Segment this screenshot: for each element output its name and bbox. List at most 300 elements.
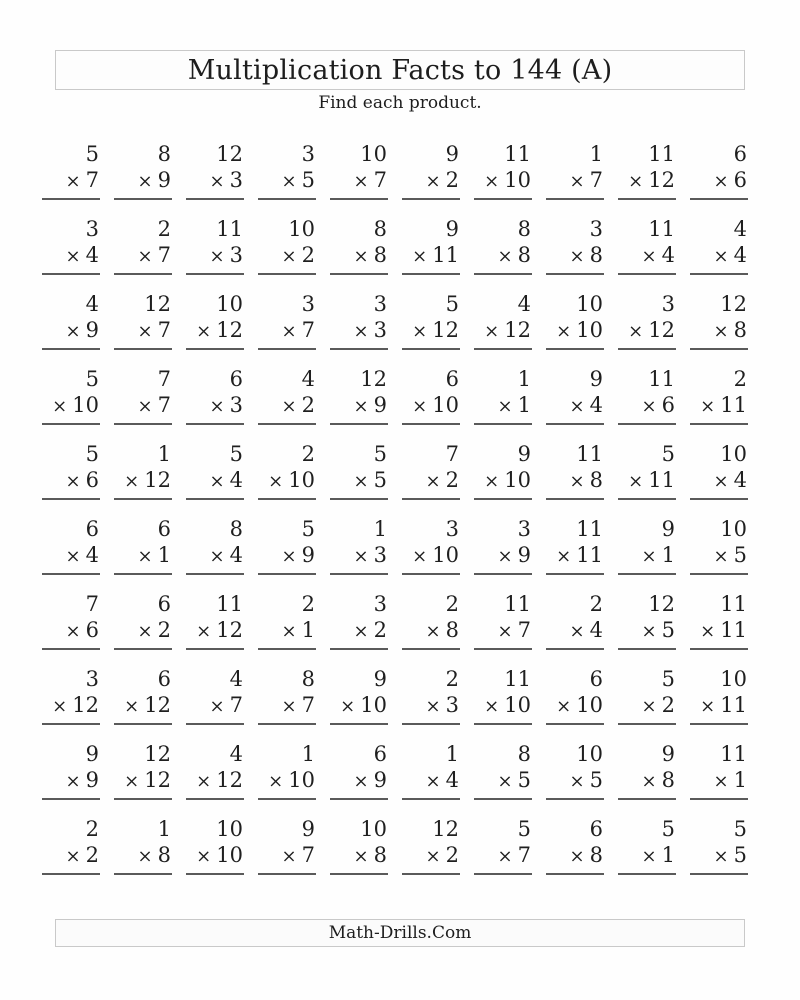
multiply-icon: ×: [281, 696, 297, 717]
multiplicand: 9: [301, 817, 315, 841]
problem-cell: [618, 814, 676, 889]
problem-cell: [258, 739, 316, 814]
multiply-icon: ×: [196, 621, 212, 642]
problem-cell: [618, 214, 676, 289]
problem-cell: [474, 139, 532, 214]
multiplier-row: [42, 317, 100, 350]
multiplier: 12: [216, 318, 243, 342]
multiplier: 10: [576, 318, 603, 342]
multiplicand: 4: [301, 367, 315, 391]
multiply-icon: ×: [425, 621, 441, 642]
problem-cell: [186, 439, 244, 514]
multiply-icon: ×: [209, 171, 225, 192]
multiplier-row: [474, 692, 532, 725]
multiply-icon: ×: [700, 396, 716, 417]
multiplier: 11: [432, 243, 459, 267]
multiplier-row: [402, 317, 460, 350]
multiplier-row: [330, 242, 388, 275]
multiply-icon: ×: [268, 771, 284, 792]
problem-cell: [474, 289, 532, 364]
multiplicand: 11: [648, 217, 675, 241]
multiplier: 8: [661, 768, 675, 792]
multiply-icon: ×: [484, 171, 500, 192]
problem-cell: [402, 514, 460, 589]
multiply-icon: ×: [628, 321, 644, 342]
multiplier-row: [186, 842, 244, 875]
multiplier-row: [546, 617, 604, 650]
multiplier-row: [114, 167, 172, 200]
multiplier: 1: [301, 618, 315, 642]
multiplier-row: [330, 467, 388, 500]
problem-cell: [42, 589, 100, 664]
multiplier-row: [330, 692, 388, 725]
multiply-icon: ×: [497, 771, 513, 792]
page-title: Multiplication Facts to 144 (A): [187, 54, 613, 86]
problem-cell: [114, 739, 172, 814]
multiply-icon: ×: [353, 546, 369, 567]
multiply-icon: ×: [556, 546, 572, 567]
multiplicand: 6: [229, 367, 243, 391]
multiplicand: 3: [661, 292, 675, 316]
multiplier-row: [690, 392, 748, 425]
multiplier-row: [114, 392, 172, 425]
multiply-icon: ×: [65, 246, 81, 267]
multiply-icon: ×: [569, 621, 585, 642]
multiplier-row: [330, 317, 388, 350]
multiplicand: 11: [216, 217, 243, 241]
multiplier-row: [546, 167, 604, 200]
multiply-icon: ×: [209, 246, 225, 267]
multiply-icon: ×: [713, 246, 729, 267]
multiplier: 6: [733, 168, 747, 192]
multiplier-row: [546, 392, 604, 425]
multiplier: 4: [85, 543, 99, 567]
multiplicand: 5: [373, 442, 387, 466]
multiplier: 12: [648, 168, 675, 192]
multiplier: 10: [432, 393, 459, 417]
multiplier: 5: [301, 168, 315, 192]
multiplier: 12: [144, 468, 171, 492]
multiplier: 10: [576, 693, 603, 717]
multiplier: 3: [373, 318, 387, 342]
multiplier: 10: [216, 843, 243, 867]
multiplier-row: [42, 392, 100, 425]
multiplicand: 6: [733, 142, 747, 166]
multiplicand: 7: [85, 592, 99, 616]
multiplicand: 12: [720, 292, 747, 316]
multiplier: 12: [72, 693, 99, 717]
multiply-icon: ×: [569, 771, 585, 792]
multiplicand: 5: [445, 292, 459, 316]
multiplier-row: [258, 542, 316, 575]
problem-cell: [690, 739, 748, 814]
multiplier-row: [258, 842, 316, 875]
multiplier-row: [690, 242, 748, 275]
multiplier-row: [186, 167, 244, 200]
multiplier-row: [618, 467, 676, 500]
multiply-icon: ×: [569, 471, 585, 492]
multiplier-row: [258, 692, 316, 725]
problem-cell: [114, 364, 172, 439]
multiplier: 2: [85, 843, 99, 867]
multiply-icon: ×: [569, 246, 585, 267]
multiplier: 1: [157, 543, 171, 567]
multiplier: 10: [504, 693, 531, 717]
problems-grid: [30, 139, 750, 889]
problem-cell: [258, 214, 316, 289]
multiplier: 8: [589, 243, 603, 267]
problem-cell: [474, 814, 532, 889]
multiplier: 5: [517, 768, 531, 792]
multiplier: 1: [733, 768, 747, 792]
multiplicand: 3: [517, 517, 531, 541]
multiply-icon: ×: [353, 396, 369, 417]
multiply-icon: ×: [137, 171, 153, 192]
multiplier-row: [690, 167, 748, 200]
multiply-icon: ×: [484, 321, 500, 342]
multiplicand: 2: [445, 667, 459, 691]
multiplicand: 9: [661, 517, 675, 541]
multiplicand: 9: [589, 367, 603, 391]
multiplier-row: [114, 542, 172, 575]
multiplier: 5: [733, 843, 747, 867]
multiplier-row: [546, 467, 604, 500]
problem-cell: [330, 439, 388, 514]
multiplier-row: [42, 467, 100, 500]
multiplicand: 5: [85, 142, 99, 166]
multiplier-row: [258, 392, 316, 425]
multiplicand: 12: [216, 142, 243, 166]
multiplier-row: [618, 167, 676, 200]
problem-cell: [402, 289, 460, 364]
problem-cell: [690, 514, 748, 589]
multiplicand: 10: [216, 817, 243, 841]
multiplier: 2: [373, 618, 387, 642]
multiply-icon: ×: [412, 246, 428, 267]
multiplicand: 5: [85, 442, 99, 466]
multiplicand: 12: [432, 817, 459, 841]
multiplier: 4: [589, 393, 603, 417]
multiplier: 9: [517, 543, 531, 567]
multiplier: 12: [648, 318, 675, 342]
multiply-icon: ×: [124, 696, 140, 717]
multiplier-row: [474, 767, 532, 800]
multiplicand: 1: [157, 817, 171, 841]
multiplier-row: [42, 617, 100, 650]
problem-cell: [258, 139, 316, 214]
problem-cell: [42, 439, 100, 514]
problem-cell: [546, 364, 604, 439]
multiply-icon: ×: [412, 546, 428, 567]
multiplicand: 1: [445, 742, 459, 766]
problem-cell: [186, 739, 244, 814]
multiplier-row: [186, 692, 244, 725]
multiply-icon: ×: [425, 471, 441, 492]
multiplicand: 4: [229, 667, 243, 691]
multiply-icon: ×: [641, 546, 657, 567]
problem-cell: [474, 439, 532, 514]
problem-cell: [42, 139, 100, 214]
multiply-icon: ×: [425, 696, 441, 717]
multiplier: 9: [301, 543, 315, 567]
multiply-icon: ×: [65, 546, 81, 567]
multiplicand: 10: [720, 517, 747, 541]
multiplier: 11: [576, 543, 603, 567]
multiply-icon: ×: [353, 321, 369, 342]
multiplicand: 7: [445, 442, 459, 466]
multiplicand: 1: [157, 442, 171, 466]
multiplier: 7: [517, 618, 531, 642]
multiplier-row: [402, 842, 460, 875]
multiplier: 3: [445, 693, 459, 717]
multiplier: 8: [589, 468, 603, 492]
multiplicand: 5: [517, 817, 531, 841]
problem-cell: [186, 814, 244, 889]
multiplier: 7: [85, 168, 99, 192]
multiplicand: 5: [733, 817, 747, 841]
multiply-icon: ×: [484, 696, 500, 717]
problem-cell: [330, 214, 388, 289]
multiplier-row: [474, 317, 532, 350]
multiplier: 8: [517, 243, 531, 267]
multiplier: 8: [589, 843, 603, 867]
problem-cell: [114, 439, 172, 514]
problem-cell: [114, 214, 172, 289]
multiplier: 6: [661, 393, 675, 417]
multiplicand: 4: [517, 292, 531, 316]
problem-cell: [330, 139, 388, 214]
multiplicand: 12: [144, 742, 171, 766]
multiplier: 8: [157, 843, 171, 867]
multiplier-row: [618, 242, 676, 275]
multiplier-row: [402, 392, 460, 425]
multiplier: 11: [720, 693, 747, 717]
multiplier-row: [258, 767, 316, 800]
multiplier-row: [114, 242, 172, 275]
multiplier: 7: [301, 843, 315, 867]
problem-cell: [258, 664, 316, 739]
multiply-icon: ×: [209, 471, 225, 492]
multiplier-row: [474, 842, 532, 875]
multiply-icon: ×: [353, 621, 369, 642]
multiply-icon: ×: [569, 171, 585, 192]
multiply-icon: ×: [713, 846, 729, 867]
multiplier: 5: [661, 618, 675, 642]
multiply-icon: ×: [137, 846, 153, 867]
problem-cell: [114, 514, 172, 589]
multiplier-row: [42, 842, 100, 875]
multiplier-row: [114, 317, 172, 350]
multiply-icon: ×: [281, 621, 297, 642]
multiplicand: 2: [445, 592, 459, 616]
multiplier: 2: [445, 468, 459, 492]
problem-cell: [474, 739, 532, 814]
multiplicand: 10: [288, 217, 315, 241]
multiplier-row: [114, 467, 172, 500]
multiplicand: 6: [589, 667, 603, 691]
multiplicand: 12: [648, 592, 675, 616]
multiplier: 8: [373, 243, 387, 267]
multiply-icon: ×: [569, 396, 585, 417]
multiplier-row: [546, 692, 604, 725]
problem-cell: [330, 664, 388, 739]
multiplier: 7: [229, 693, 243, 717]
problem-cell: [690, 814, 748, 889]
multiplier: 12: [216, 618, 243, 642]
multiplicand: 3: [301, 142, 315, 166]
problem-cell: [618, 364, 676, 439]
multiplier-row: [402, 167, 460, 200]
multiplier-row: [114, 842, 172, 875]
problem-cell: [618, 139, 676, 214]
multiply-icon: ×: [281, 246, 297, 267]
problem-cell: [618, 739, 676, 814]
problem-cell: [42, 664, 100, 739]
multiplicand: 4: [85, 292, 99, 316]
multiply-icon: ×: [52, 396, 68, 417]
multiply-icon: ×: [628, 471, 644, 492]
multiplicand: 9: [445, 142, 459, 166]
multiplicand: 8: [157, 142, 171, 166]
multiplicand: 4: [229, 742, 243, 766]
multiply-icon: ×: [497, 546, 513, 567]
problem-cell: [258, 289, 316, 364]
multiplier: 10: [432, 543, 459, 567]
problem-cell: [114, 289, 172, 364]
problem-cell: [42, 814, 100, 889]
problem-cell: [258, 514, 316, 589]
problem-cell: [474, 214, 532, 289]
multiplier: 2: [301, 393, 315, 417]
multiplier: 9: [85, 768, 99, 792]
multiplier-row: [618, 617, 676, 650]
multiplier: 7: [301, 693, 315, 717]
multiplier-row: [402, 467, 460, 500]
multiplier-row: [42, 242, 100, 275]
multiplicand: 6: [157, 592, 171, 616]
problem-cell: [546, 139, 604, 214]
multiplier: 4: [661, 243, 675, 267]
multiplicand: 9: [85, 742, 99, 766]
multiplicand: 1: [301, 742, 315, 766]
problem-cell: [330, 589, 388, 664]
multiply-icon: ×: [700, 696, 716, 717]
multiplier-row: [402, 767, 460, 800]
multiplier-row: [186, 392, 244, 425]
multiplicand: 6: [445, 367, 459, 391]
problem-cell: [402, 664, 460, 739]
multiplicand: 11: [504, 592, 531, 616]
multiply-icon: ×: [281, 546, 297, 567]
multiplier: 4: [85, 243, 99, 267]
multiplicand: 5: [229, 442, 243, 466]
multiply-icon: ×: [124, 471, 140, 492]
multiplicand: 3: [85, 217, 99, 241]
multiplicand: 3: [445, 517, 459, 541]
multiplier: 7: [301, 318, 315, 342]
problem-cell: [402, 139, 460, 214]
multiplicand: 11: [576, 517, 603, 541]
multiply-icon: ×: [281, 321, 297, 342]
multiplier: 7: [373, 168, 387, 192]
footer-box: [55, 919, 745, 947]
multiplicand: 9: [445, 217, 459, 241]
multiplier: 9: [85, 318, 99, 342]
multiplier-row: [690, 317, 748, 350]
multiplicand: 2: [733, 367, 747, 391]
problem-cell: [330, 814, 388, 889]
multiplicand: 11: [504, 142, 531, 166]
multiplier: 5: [373, 468, 387, 492]
problem-cell: [546, 514, 604, 589]
problem-cell: [114, 664, 172, 739]
multiplicand: 3: [301, 292, 315, 316]
multiplicand: 10: [360, 142, 387, 166]
multiplier-row: [330, 167, 388, 200]
multiplier-row: [186, 542, 244, 575]
multiply-icon: ×: [556, 321, 572, 342]
multiply-icon: ×: [52, 696, 68, 717]
multiplier-row: [402, 242, 460, 275]
multiplier: 10: [288, 768, 315, 792]
multiplier-row: [690, 767, 748, 800]
problem-cell: [186, 664, 244, 739]
problem-cell: [546, 664, 604, 739]
multiplier-row: [690, 692, 748, 725]
multiplicand: 5: [85, 367, 99, 391]
multiplicand: 6: [373, 742, 387, 766]
multiplicand: 9: [517, 442, 531, 466]
problem-cell: [186, 589, 244, 664]
multiplicand: 5: [661, 442, 675, 466]
problem-cell: [690, 289, 748, 364]
multiplicand: 2: [157, 217, 171, 241]
multiplier-row: [474, 617, 532, 650]
multiplicand: 2: [301, 442, 315, 466]
multiplier: 4: [229, 468, 243, 492]
multiply-icon: ×: [65, 621, 81, 642]
problem-cell: [114, 814, 172, 889]
multiplier: 6: [85, 468, 99, 492]
multiplier: 7: [157, 243, 171, 267]
problem-cell: [186, 289, 244, 364]
multiply-icon: ×: [65, 171, 81, 192]
multiplier: 7: [157, 318, 171, 342]
multiply-icon: ×: [281, 171, 297, 192]
multiplicand: 5: [661, 817, 675, 841]
multiplier: 4: [733, 468, 747, 492]
multiply-icon: ×: [556, 696, 572, 717]
problem-cell: [618, 439, 676, 514]
multiplier: 9: [373, 768, 387, 792]
multiplicand: 5: [661, 667, 675, 691]
problem-cell: [474, 589, 532, 664]
multiplicand: 9: [373, 667, 387, 691]
multiply-icon: ×: [713, 471, 729, 492]
multiplier: 12: [144, 693, 171, 717]
multiplicand: 2: [85, 817, 99, 841]
multiply-icon: ×: [425, 171, 441, 192]
problem-cell: [690, 589, 748, 664]
multiplicand: 12: [360, 367, 387, 391]
multiply-icon: ×: [641, 696, 657, 717]
multiply-icon: ×: [497, 621, 513, 642]
multiplier: 11: [648, 468, 675, 492]
multiplier-row: [690, 842, 748, 875]
problem-cell: [258, 814, 316, 889]
multiplicand: 3: [373, 292, 387, 316]
multiplier-row: [402, 692, 460, 725]
